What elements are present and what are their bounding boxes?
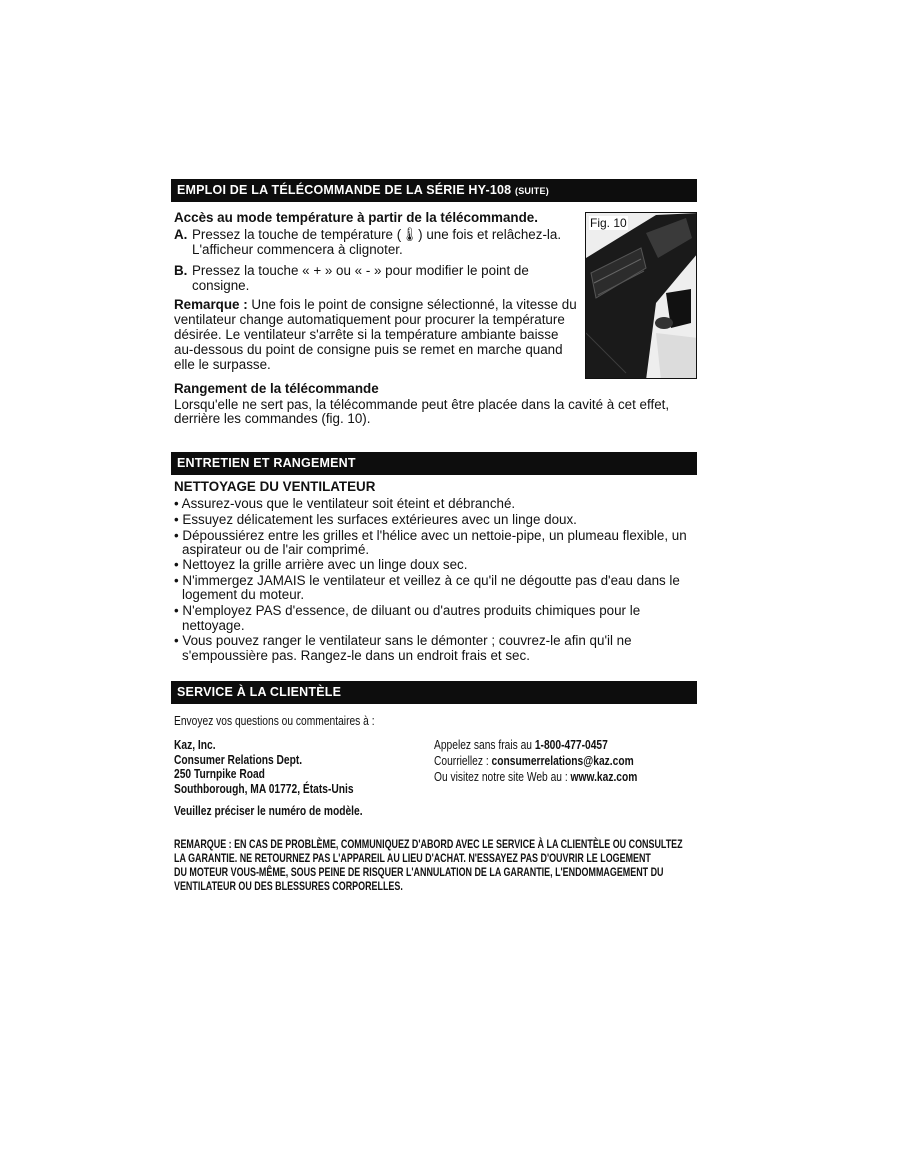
remark-line5: elle le surpasse. bbox=[174, 357, 271, 372]
fan-controls-illustration bbox=[586, 213, 697, 379]
phone-number: 1-800-477-0457 bbox=[534, 738, 608, 752]
remark-text1: Une fois le point de consigne sélectionné, la vitesse du bbox=[247, 297, 577, 312]
cleaning-bullet-5-line1: • N'immergez JAMAIS le ventilateur et veillez à ce qu'il ne dégoutte pas d'eau dans le bbox=[174, 573, 680, 588]
warning-line-3: DU MOTEUR VOUS-MÊME, SOUS PEINE DE RISQUER L'ANNULATION DE LA GARANTIE, L'ENDOMMAGEMENT DU bbox=[174, 865, 664, 879]
figure-10-label: Fig. 10 bbox=[590, 216, 627, 230]
cleaning-bullet-2: • Essuyez délicatement les surfaces extérieures avec un linge doux. bbox=[174, 512, 577, 527]
remark-line4: au-dessous du point de consigne puis se remet en marche quand bbox=[174, 342, 563, 357]
address-line-1: Kaz, Inc. bbox=[174, 738, 216, 752]
phone-line bbox=[434, 738, 608, 754]
storage-line2: derrière les commandes (fig. 10). bbox=[174, 411, 371, 426]
web-label: Ou visitez notre site Web au : bbox=[434, 770, 571, 784]
section-header-remote bbox=[171, 179, 697, 202]
remark-line3: désirée. Le ventilateur s'arrête si la température ambiante baisse bbox=[174, 327, 559, 342]
phone-label: Appelez sans frais au bbox=[434, 738, 535, 752]
step-b-label: B. bbox=[174, 263, 188, 278]
remark-label: Remarque : bbox=[174, 297, 248, 312]
cleaning-bullet-3-line1: • Dépoussiérez entre les grilles et l'hélice avec un nettoie-pipe, un plumeau flexible, un bbox=[174, 528, 687, 543]
section-header-customer-service: SERVICE À LA CLIENTÈLE bbox=[171, 681, 697, 704]
section-header-remote-title: EMPLOI DE LA TÉLÉCOMMANDE DE LA SÉRIE HY-108 bbox=[177, 183, 512, 197]
cleaning-bullet-7-line1: • Vous pouvez ranger le ventilateur sans le démonter ; couvrez-le afin qu'il ne bbox=[174, 633, 632, 648]
cleaning-bullet-1: • Assurez-vous que le ventilateur soit éteint et débranché. bbox=[174, 496, 516, 511]
storage-line1: Lorsqu'elle ne sert pas, la télécommande peut être placée dans la cavité à cet effet, bbox=[174, 397, 670, 412]
cleaning-bullet-4: • Nettoyez la grille arrière avec un linge doux sec. bbox=[174, 557, 468, 572]
address-line-4: Southborough, MA 01772, États-Unis bbox=[174, 782, 354, 796]
warning-line-1: REMARQUE : EN CAS DE PROBLÈME, COMMUNIQUEZ D'ABORD AVEC LE SERVICE À LA CLIENTÈLE OU CONSULTEZ bbox=[174, 837, 683, 851]
cleaning-bullet-6-line2: nettoyage. bbox=[182, 618, 245, 633]
service-intro: Envoyez vos questions ou commentaires à : bbox=[174, 714, 375, 728]
cleaning-bullet-6-line1: • N'employez PAS d'essence, de diluant ou d'autres produits chimiques pour le bbox=[174, 603, 641, 618]
step-a-label: A. bbox=[174, 227, 188, 242]
remark-line1 bbox=[174, 297, 577, 312]
address-line-2: Consumer Relations Dept. bbox=[174, 753, 303, 767]
model-number-note: Veuillez préciser le numéro de modèle. bbox=[174, 804, 363, 818]
email-label: Courriellez : bbox=[434, 754, 492, 768]
email-line bbox=[434, 754, 634, 770]
step-b-line2: consigne. bbox=[192, 278, 250, 293]
section-header-remote-suffix: (SUITE) bbox=[515, 186, 549, 196]
cleaning-bullet-5-line2: logement du moteur. bbox=[182, 587, 305, 602]
step-a bbox=[174, 227, 561, 242]
cleaning-title: NETTOYAGE DU VENTILATEUR bbox=[174, 479, 376, 494]
web-address: www.kaz.com bbox=[570, 770, 638, 784]
cleaning-bullet-7-line2: s'empoussière pas. Rangez-le dans un endroit frais et sec. bbox=[182, 648, 530, 663]
address-line-3: 250 Turnpike Road bbox=[174, 767, 265, 781]
section-header-maintenance: ENTRETIEN ET RANGEMENT bbox=[171, 452, 697, 475]
warning-line-4: VENTILATEUR OU DES BLESSURES CORPORELLES. bbox=[174, 879, 403, 893]
step-a-line2: L'afficheur commencera à clignoter. bbox=[192, 242, 403, 257]
step-a-line1: Pressez la touche de température (🌡) une fois et relâchez-la. bbox=[192, 227, 562, 242]
email-address: consumerrelations@kaz.com bbox=[491, 754, 634, 768]
storage-title: Rangement de la télécommande bbox=[174, 381, 379, 396]
web-line bbox=[434, 770, 637, 786]
temp-mode-title: Accès au mode température à partir de la télécommande. bbox=[174, 210, 538, 225]
remark-line2: ventilateur change automatiquement pour procurer la température bbox=[174, 312, 565, 327]
figure-10 bbox=[585, 212, 697, 379]
cleaning-bullet-3-line2: aspirateur ou de l'air comprimé. bbox=[182, 542, 370, 557]
step-b bbox=[174, 263, 529, 278]
step-b-line1: Pressez la touche « + » ou « - » pour modifier le point de bbox=[192, 263, 529, 278]
warning-line-2: LA GARANTIE. NE RETOURNEZ PAS L'APPAREIL AU LIEU D'ACHAT. N'ESSAYEZ PAS D'OUVRIR LE LOGEMENT bbox=[174, 851, 651, 865]
